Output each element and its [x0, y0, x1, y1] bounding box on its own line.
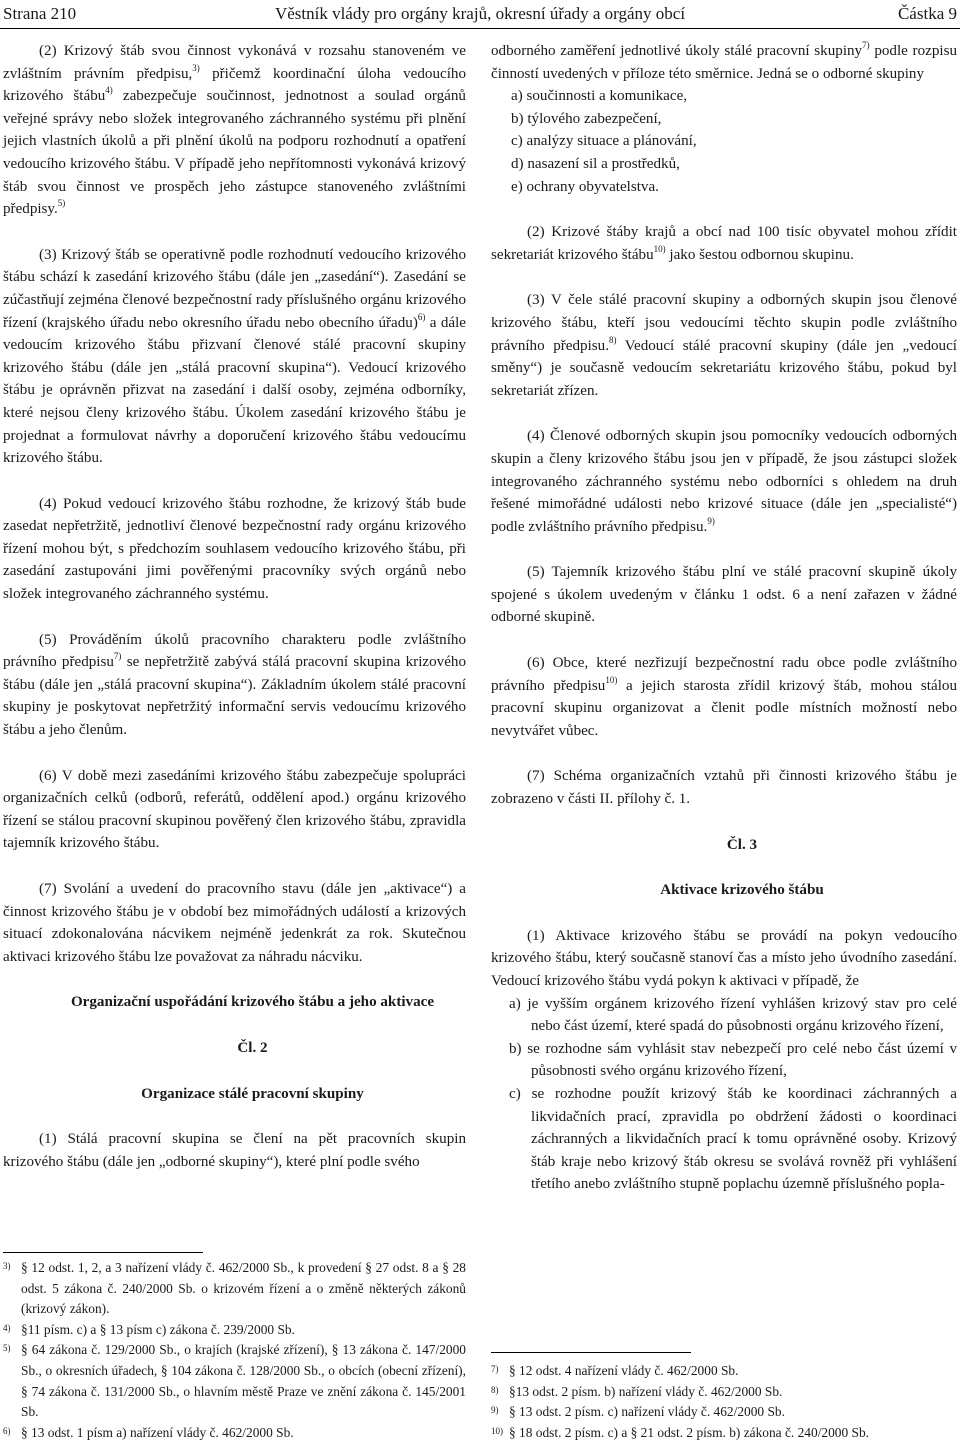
article-number: Čl. 2: [237, 1039, 268, 1056]
right-column: [491, 40, 957, 1196]
paragraph-2: (2) Krizový štáb svou činnost vykonává v rozsahu stanoveném ve zvláštním právním předpisu,$^{3)}$ přičemž koordinační úloha vedoucího krizového štábu$^{4)}$ zabezpečuje součinnost, jednotnost a soulad orgánů veřejné správy nebo složek integrovaného záchranného systému při plnění jejich vlastních úkolů a při plnění úkolů na podporu rozhodnutí a opatření vedoucího krizového štábu. V případě jeho nepřítomnosti vykonává krizový štáb svou činnost ve prospěch jeho zástupce stanoveného zvláštními předpisy.$^{5)}$: [3, 43, 466, 218]
list-item: a) součinnosti a komunikace,: [511, 88, 688, 105]
article-3-heading: [491, 834, 957, 902]
footnote: 5) § 64 zákona č. 129/2000 Sb., o krajích (krajské zřízení), § 13 zákona č. 147/2000 Sb., o okresních úřadech, § 104 zákona č. 128/2000 Sb., o obcích (obecní zřízení), § 74 zákona č. 131/2000 Sb., o hlavním městě Praze ve znění zákona č. 145/2001 Sb.: [3, 1342, 466, 1420]
article-3-paragraph-1: (1) Aktivace krizového štábu se provádí na pokyn vedoucího krizového štábu, který současně stanoví čas a místo jeho úvodního zasedání. Vedoucí krizového štábu vydá pokyn k aktivaci v případě, že: [491, 927, 957, 989]
footnote-rule-left: [3, 1252, 203, 1253]
activation-cases-list: [491, 993, 957, 1196]
footnote-ref[interactable]: 5): [57, 198, 66, 209]
footnote-ref[interactable]: 10): [653, 243, 666, 254]
footnote-ref[interactable]: 3): [192, 62, 200, 73]
footnote: 10) § 18 odst. 2 písm. c) a § 21 odst. 2 písm. b) zákona č. 240/2000 Sb.: [491, 1424, 870, 1440]
issue-number: Částka 9: [897, 4, 957, 23]
list-item: d) nasazení sil a prostředků,: [511, 155, 680, 172]
footnote-ref[interactable]: 9): [707, 515, 715, 526]
article-2-heading: [3, 1037, 466, 1105]
footnote: 7) § 12 odst. 4 nařízení vlády č. 462/2000 Sb.: [491, 1363, 739, 1378]
footnote-ref[interactable]: 10): [605, 674, 618, 685]
article-title: Aktivace krizového štábu: [660, 882, 824, 899]
list-item: e) ochrany obyvatelstva.: [511, 178, 659, 195]
expert-groups-list: [491, 85, 957, 198]
list-item: b) se rozhodne sám vyhlásit stav nebezpečí pro celé nebo část území v působnosti svého orgánu krizového řízení,: [509, 1040, 957, 1080]
article-number: Čl. 3: [726, 836, 758, 853]
paragraph-5: (5) Tajemník krizového štábu plní ve stálé pracovní skupině úkoly spojené s úkolem uvedeným v článku 1 odst. 6 a není zařazen v žádné odborné skupině.: [491, 564, 957, 626]
footnote-ref[interactable]: 6): [417, 311, 426, 322]
paragraph-6: (6) V době mezi zasedáními krizového štábu zabezpečuje spolupráci organizačních celků (odborů, referátů, oddělení apod.) orgánu krizového řízení se stálou pracovní skupinou pověřený člen krizového štábu, zpravidla tajemník krizového štábu.: [3, 767, 466, 852]
footnotes-right: [491, 1361, 957, 1443]
footnote-ref[interactable]: 7): [113, 651, 122, 662]
footnote-rule-right: [491, 1352, 691, 1353]
paragraph-7: (7) Schéma organizačních vztahů při činnosti krizového štábu je zobrazeno v části II. přílohy č. 1.: [491, 768, 957, 808]
footnotes-left: [3, 1258, 466, 1443]
paragraph-4: (4) Členové odborných skupin jsou pomocníky vedoucích odborných skupin a členy krizového štábu jsou jen v případě, že jsou zástupci složek integrovaného záchranného systému nebo odborníci s ohledem na druh řešené mimořádné události nebo krizové situace (dále jen „specialisté“) podle zvláštního právního předpisu.$^{9)}$: [491, 428, 957, 535]
list-item: c) analýzy situace a plánování,: [511, 133, 697, 150]
paragraph-5: (5) Prováděním úkolů pracovního charakteru podle zvláštního právního předpisu$^{7)}$ se nepřetržitě zabývá stálá pracovní skupina krizového štábu (dále jen „stálá pracovní skupina“). Základním úkolem stálé pracovní skupiny je poskytovat nepřetržitý informační servis vedoucímu krizového štábu a jeho členům.: [3, 631, 466, 739]
paragraph-3: (3) V čele stálé pracovní skupiny a odborných skupin jsou členové krizového štábu, kteří jsou vedoucími těchto skupin podle zvláštního právního předpisu.$^{8)}$ Vedoucí stálé pracovní skupiny (dále jen „vedoucí směny“) je současně vedoucím sekretariátu krizového štábu, pokud byl sekretariát zřízen.: [491, 292, 958, 399]
footnote: 9) § 13 odst. 2 písm. c) nařízení vlády č. 462/2000 Sb.: [491, 1404, 785, 1420]
footnote: 4) §11 písm. c) a § 13 písm c) zákona č. 239/2000 Sb.: [3, 1321, 295, 1337]
page-header: [0, 4, 960, 28]
header-rule: [0, 28, 960, 29]
journal-title: Věstník vlády pro orgány krajů, okresní úřady a orgány obcí: [274, 4, 686, 23]
paragraph-6: (6) Obce, které nezřizují bezpečnostní radu obce podle zvláštního právního předpisu$^{10)}$ a jejich starosta zřídil krizový štáb, mohou stálou pracovní skupinu organizovat a členit podle místních možností nebo nevytvářet vůbec.: [491, 655, 957, 739]
footnote: 6) § 13 odst. 1 písm a) nařízení vlády č. 462/2000 Sb.: [3, 1424, 294, 1440]
paragraph-3: (3) Krizový štáb se operativně podle rozhodnutí vedoucího krizového štábu schází k zasedání krizového štábu (dále jen „zasedání“). Zasedání se zúčastňují zejména členové bezpečnostní rady příslušného orgánu krizového řízení (krajského úřadu nebo okresního úřadu nebo obecního úřadu)$^{6)}$ a dále vedoucím krizového štábu přizvaní členové stálé pracovní skupiny krizového štábu (dále jen „stálá pracovní skupina“). Vedoucí krizového štábu je oprávněn přizvat na zasedání i další osoby, zejména odborníky, které nejsou členy krizového štábu. Úkolem zasedání krizového štábu je projednat a formulovat návrhy a doporučení krizového štábu vedoucímu krizového štábu.: [3, 246, 466, 467]
paragraph-7: (7) Svolání a uvedení do pracovního stavu (dále jen „aktivace“) a činnost krizového štábu je v období bez mimořádných událostí a krizových situací zdokonalována nácvikem nejméně jedenkrát za rok. Skutečnou aktivaci krizového štábu lze považovat za náhradu nácviku.: [3, 881, 466, 965]
footnote-ref[interactable]: 7): [862, 39, 870, 50]
left-column: [3, 40, 466, 1173]
footnote-ref[interactable]: 4): [105, 85, 113, 96]
article-2-paragraph-1: (1) Stálá pracovní skupina se člení na pět pracovních skupin krizového štábu (dále jen „odborné skupiny“), které plní podle svého: [3, 1131, 466, 1170]
paragraph-2: (2) Krizové štáby krajů a obcí nad 100 tisíc obyvatel mohou zřídit sekretariát krizového štábu$^{10)}$ jako šestou odbornou skupinu.: [491, 224, 957, 263]
paragraph-4: (4) Pokud vedoucí krizového štábu rozhodne, že krizový štáb bude zasedat nepřetržitě, jednotliví členové bezpečnostní rady orgánu krizového řízení mohou být, s předchozím souhlasem vedoucího krizového štábu, při zasedání zastupováni jimi pověřenými pracovníky svých orgánů nebo složek integrovaného záchranného systému.: [3, 495, 466, 603]
page-number: Strana 210: [3, 4, 77, 23]
footnote-ref[interactable]: 8): [608, 334, 617, 345]
paragraph-continuation: odborného zaměření jednotlivé úkoly stálé pracovní skupiny$^{7)}$ podle rozpisu činností uvedených v příloze této směrnice. Jedná se o odborné skupiny: [491, 39, 957, 82]
list-item: c) se rozhodne použít krizový štáb ke koordinaci záchranných a likvidačních prací, zpravidla po obdržení žádosti o koordinaci záchranných a likvidačních prací k tomu oprávněné osoby. Krizový štáb kraje nebo krizový štáb okresu se svolává rovněž při vyhlášení třetího anebo zvláštního stupně poplachu územně příslušného popla-: [509, 1085, 957, 1193]
footnote: 3) § 12 odst. 1, 2, a 3 nařízení vlády č. 462/2000 Sb., k provedení § 27 odst. 8 a § 28 odst. 5 zákona č. 240/2000 Sb. o krizovém řízení a o změně některých zákonů (krizový zákon).: [3, 1260, 466, 1317]
list-item: b) týlového zabezpečení,: [511, 110, 662, 127]
list-item: a) je vyšším orgánem krizového řízení vyhlášen krizový stav pro celé nebo část území, které spadá do působnosti orgánu krizového řízení,: [509, 995, 957, 1035]
section-title: Organizační uspořádání krizového štábu a jeho aktivace: [70, 994, 435, 1011]
article-title: Organizace stálé pracovní skupiny: [141, 1085, 364, 1102]
section-heading-block: [3, 991, 466, 1014]
footnote: 8) §13 odst. 2 písm. b) nařízení vlády č. 462/2000 Sb.: [491, 1383, 783, 1399]
